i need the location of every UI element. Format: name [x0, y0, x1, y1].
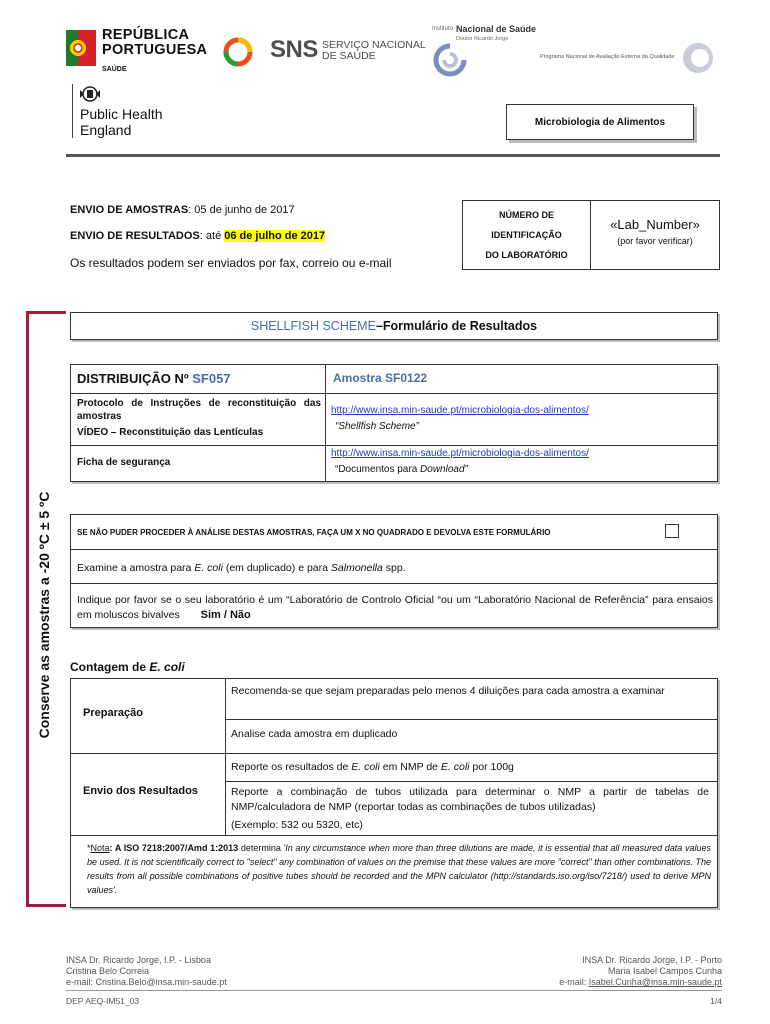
safety-link[interactable]: http://www.insa.min-saude.pt/microbiologia-dos-alimentos/	[331, 448, 589, 459]
questions-box	[70, 514, 718, 628]
envio-amostras: ENVIO DE AMOSTRAS: 05 de junho de 2017	[70, 204, 295, 216]
republica-logo	[66, 28, 206, 78]
phe-line2: England	[80, 122, 132, 138]
safety-ref: “Documentos para Download”	[335, 464, 468, 475]
page-number: 1/4	[710, 996, 722, 1006]
results-example: (Exemplo: 532 ou 5320, etc)	[231, 819, 363, 831]
lab-label: NÚMERO DE IDENTIFICAÇÃO DO LABORATÓRIO	[463, 201, 591, 269]
republica-line2: PORTUGUESA	[102, 42, 208, 59]
footer-right-email[interactable]: Isabel.Cunha@insa.min-saude.pt	[588, 977, 722, 987]
sns-sub2: DE SAÚDE	[322, 50, 376, 63]
peaq-circle-icon	[680, 40, 716, 76]
side-storage-label: Conserve as amostras a -20 ºC ± 5 ºC	[36, 491, 52, 739]
portugal-flag-icon	[66, 30, 96, 66]
insa-swirl-icon	[432, 42, 468, 78]
footer-left: INSA Dr. Ricardo Jorge, I.P. - Lisboa Cristina Belo Correia e-mail: Cristina.Belo@insa.min-saude.pt	[66, 955, 227, 987]
insa-small: Instituto	[432, 26, 454, 32]
protocol-link[interactable]: http://www.insa.min-saude.pt/microbiologia-dos-alimentos/	[331, 405, 589, 416]
mpn-note: *Nota: A ISO 7218:2007/Amd 1:2013 determina 'In any circumstance when more than three dilutions are made, it is essential that all measured data values be used. It is not scientifically correct to "select" any combination of values on the premise that these values are more "correct" than other combinations. The results from all possible combinations of positive tubes should be recorded and the MPN calculator (http://standards.iso.org/iso/7218/) used to derive MPN values'.	[87, 843, 711, 895]
peaq-logo	[540, 40, 720, 80]
section-box: Microbiologia de Alimentos	[506, 104, 694, 140]
lab-number-value[interactable]: «Lab_Number»	[610, 217, 700, 232]
distribution-number: SF057	[192, 371, 231, 386]
cannot-process-text: SE NÃO PUDER PROCEDER À ANÁLISE DESTAS AMOSTRAS, FAÇA UM X NO QUADRADO E DEVOLVA ESTE FORMULÁRIO	[77, 528, 551, 537]
insa-sub: Doutor Ricardo Jorge	[456, 36, 509, 42]
prep-label: Preparação	[83, 707, 143, 719]
distribution-table	[70, 364, 718, 482]
lab-number-box	[462, 200, 720, 270]
insa-logo	[432, 24, 542, 84]
sns-ring-icon	[222, 36, 254, 68]
ecoli-heading: Contagem de E. coli	[70, 660, 185, 674]
footer-left-email[interactable]: Cristina.Belo@insa.min-saude.pt	[95, 977, 227, 987]
protocol-ref: “Shellfish Scheme”	[335, 421, 419, 432]
republica-sub: SAÚDE	[102, 66, 127, 73]
protocol-label: Protocolo de Instruções de reconstituição das amostras	[77, 398, 321, 422]
crest-icon	[78, 84, 102, 104]
sample-id: Amostra SF0122	[333, 371, 428, 385]
lab-type-question: Indique por favor se o seu laboratório é um “Laboratório de Controlo Oficial “ou um “Laboratório Nacional de Referência” para ensaios em moluscos bivalves Sim / Não	[77, 594, 713, 621]
yes-no-options[interactable]: Sim / Não	[200, 609, 251, 621]
safety-label: Ficha de segurança	[77, 457, 171, 468]
doc-code: DEP AEQ-IM51_03	[66, 996, 140, 1006]
phe-logo	[66, 84, 186, 140]
ecoli-table	[70, 678, 718, 908]
results-row2: Reporte a combinação de tubos utilizada para determinar o NMP a partir de tabelas de NMP/calculadora de NMP (reportar todas as combinações de tubos utilizadas)	[231, 786, 709, 813]
republica-line1: REPÚBLICA	[102, 27, 190, 43]
envio-resultados: ENVIO DE RESULTADOS: até 06 de julho de 2017	[70, 230, 326, 242]
distribution-heading: DISTRIBUIÇÃO Nº SF057	[77, 371, 231, 386]
sns-logo-text: SNS	[270, 36, 318, 63]
lab-verify: (por favor verificar)	[617, 236, 693, 246]
results-row1: Reporte os resultados de E. coli em NMP de E. coli por 100g	[231, 761, 514, 773]
footer-right: INSA Dr. Ricardo Jorge, I.P. - Porto Maria Isabel Campos Cunha e-mail: Isabel.Cunha@insa.min-saude.pt	[559, 955, 722, 987]
video-label: VÍDEO – Reconstituição das Lentículas	[77, 427, 264, 438]
phe-line1: Public Health	[80, 106, 163, 122]
prep-row1: Recomenda-se que sejam preparadas pelo menos 4 diluições para cada amostra a examinar	[231, 685, 665, 697]
footer-rule	[66, 990, 722, 991]
results-label: Envio dos Resultados	[83, 785, 198, 797]
peaq-text: Programa Nacional de Avaliação Externa da Qualidade	[540, 54, 675, 60]
scheme-name: SHELLFISH SCHEME	[250, 319, 376, 333]
header-rule	[66, 154, 720, 157]
cannot-process-checkbox[interactable]	[665, 524, 679, 538]
sns-sub1: SERVIÇO NACIONAL	[322, 39, 426, 51]
insa-title: Nacional de Saúde	[456, 24, 537, 34]
results-note: Os resultados podem ser enviados por fax, correio ou e-mail	[70, 256, 392, 270]
prep-row2: Analise cada amostra em duplicado	[231, 728, 398, 740]
form-title-box: SHELLFISH SCHEME – Formulário de Resultados	[70, 312, 718, 340]
deadline-date: 06 de julho de 2017	[224, 230, 326, 242]
examine-text: Examine a amostra para E. coli (em duplicado) e para Salmonella spp.	[77, 562, 406, 574]
